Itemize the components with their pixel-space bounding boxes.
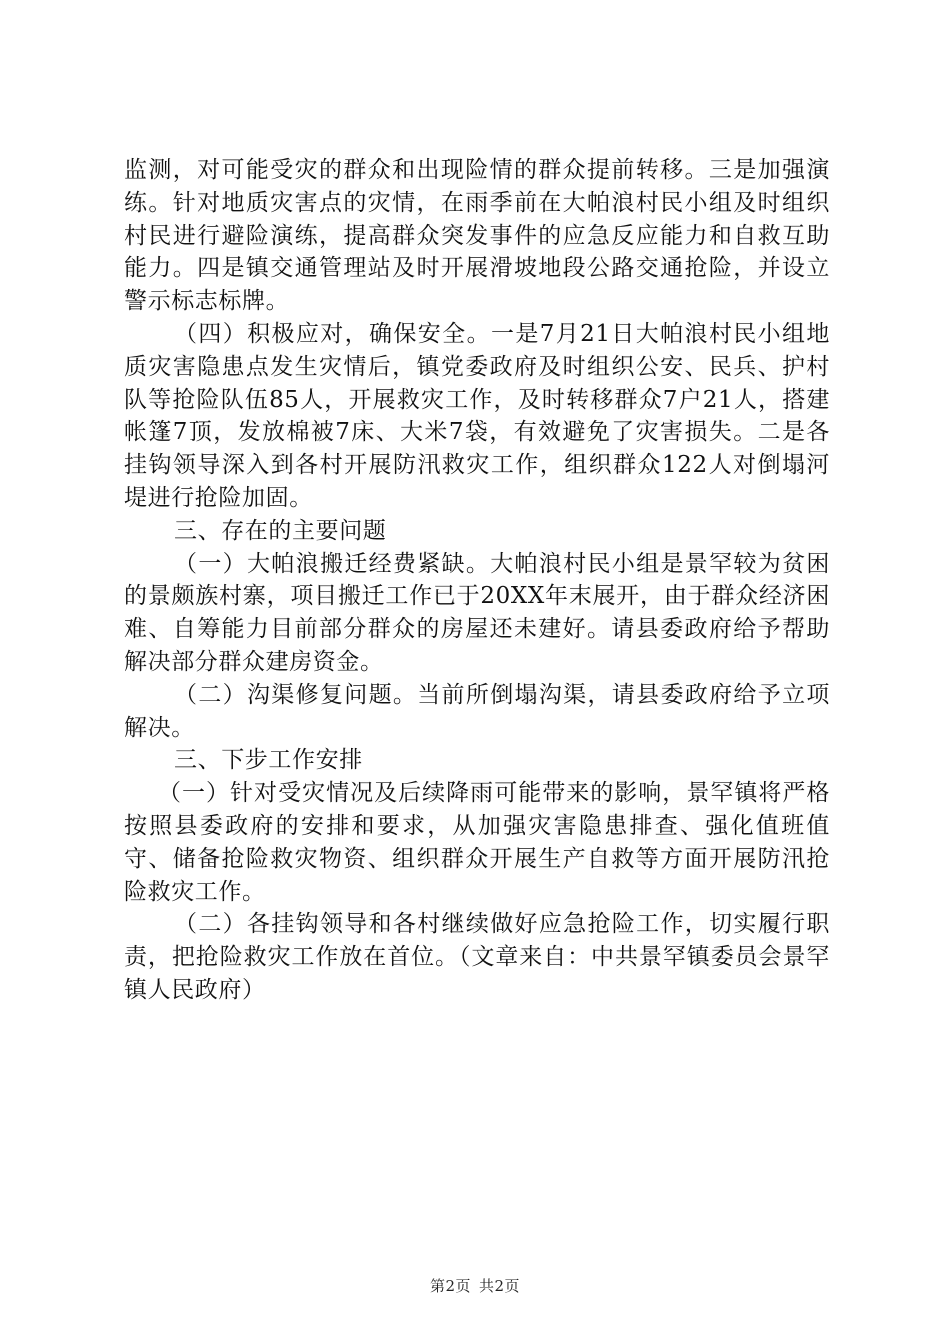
page-footer [0, 1275, 950, 1296]
paragraph-problem-1: （一）大帕浪搬迁经费紧缺。大帕浪村民小组是景罕较为贫困的景颇族村寨，项目搬迁工作已于20XX年末展开，由于群众经济困难、自筹能力目前部分群众的房屋还未建好。请县委政府给予帮助解决部分群众建房资金。 [124, 550, 830, 675]
page-total: 共2页 [479, 1277, 521, 1295]
paragraph-next-step-2: （二）各挂钩领导和各村继续做好应急抢险工作，切实履行职责，把抢险救灾工作放在首位。（文章来自：中共景罕镇委员会景罕镇人民政府） [124, 911, 830, 1003]
paragraph-next-step-1: （一）针对受灾情况及后续降雨可能带来的影响，景罕镇将严格按照县委政府的安排和要求，从加强灾害隐患排查、强化值班值守、储备抢险救灾物资、组织群众开展生产自救等方面开展防汛抢险救灾工作。 [124, 780, 830, 905]
paragraph-continuation: 监测，对可能受灾的群众和出现险情的群众提前转移。三是加强演练。针对地质灾害点的灾情，在雨季前在大帕浪村民小组及时组织村民进行避险演练，提高群众突发事件的应急反应能力和自救互助能力。四是镇交通管理站及时开展滑坡地段公路交通抢险，并设立警示标志标牌。 [124, 157, 830, 315]
heading-next-steps: 三、下步工作安排 [174, 747, 363, 774]
document-body [124, 154, 830, 1007]
page-number: 第2页 [429, 1277, 471, 1295]
paragraph-section-4: （四）积极应对，确保安全。一是7月21日大帕浪村民小组地质灾害隐患点发生灾情后，镇党委政府及时组织公安、民兵、护村队等抢险队伍85人，开展救灾工作，及时转移群众7户21人，搭建帐篷7顶，发放棉被7床、大米7袋，有效避免了灾害损失。二是各挂钩领导深入到各村开展防汛救灾工作，组织群众122人对倒塌河堤进行抢险加固。 [124, 320, 830, 511]
paragraph-problem-2: （二）沟渠修复问题。当前所倒塌沟渠，请县委政府给予立项解决。 [124, 681, 830, 741]
heading-main-problems: 三、存在的主要问题 [174, 517, 387, 544]
